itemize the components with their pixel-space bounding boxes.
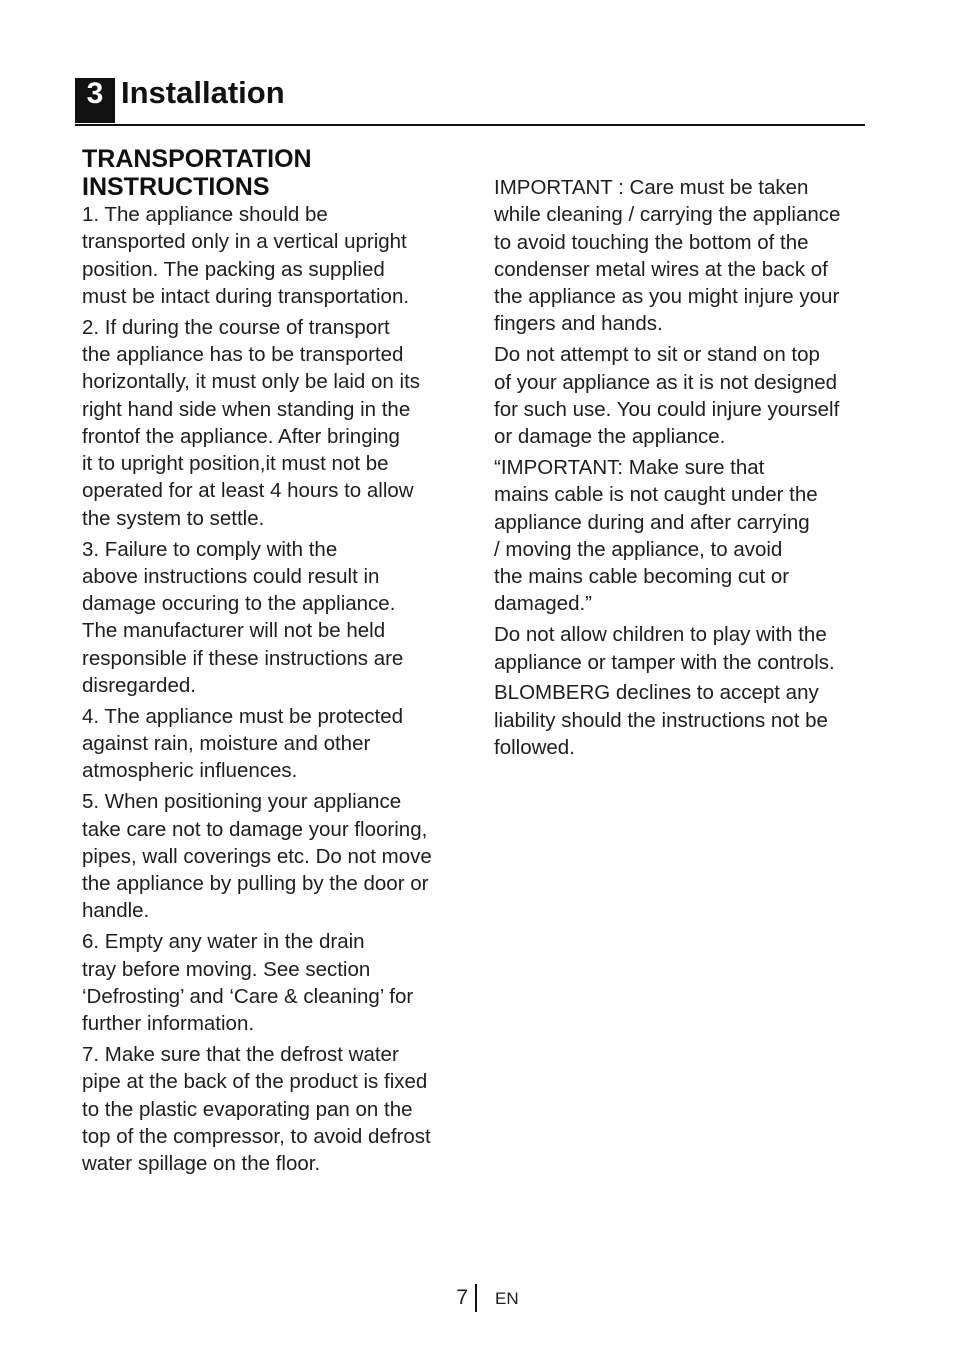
right-column — [494, 174, 886, 765]
subsection-heading: TRANSPORTATION INSTRUCTIONS — [82, 145, 312, 201]
footer-divider — [475, 1284, 477, 1312]
page-number: 7 — [456, 1286, 468, 1309]
warning-paragraph: Do not attempt to sit or stand on top of your appliance as it is not designed for such use. You could injure yourself or damage the appliance. — [494, 343, 840, 449]
instruction-paragraph: 3. Failure to comply with the above instructions could result in damage occuring to the appliance. The manufacturer will not be held responsible if these instructions are disregarded. — [82, 537, 404, 698]
left-column — [82, 145, 474, 1181]
instruction-paragraph: 4. The appliance must be protected against rain, moisture and other atmospheric influences. — [82, 704, 403, 783]
warning-paragraph: IMPORTANT : Care must be taken while cleaning / carrying the appliance to avoid touching the bottom of the condenser metal wires at the back of the appliance as you might injure your fingers and hands. — [494, 176, 841, 336]
section-number-badge: 3 — [75, 78, 115, 123]
disclaimer-paragraph: BLOMBERG declines to accept any liability should the instructions not be followed. — [494, 681, 828, 759]
instruction-paragraph: 2. If during the course of transport the appliance has to be transported horizontally, it must only be laid on its right hand side when standing in the frontof the appliance. After bringing it to upright position,it must not be operated for at least 4 hours to allow the system to settle. — [82, 315, 421, 530]
instruction-paragraph: 5. When positioning your appliance take care not to damage your flooring, pipes, wall coverings etc. Do not move the appliance by pulling by the door or handle. — [82, 790, 432, 923]
page-footer — [0, 1284, 954, 1314]
section-title: Installation — [121, 75, 285, 110]
warning-paragraph: Do not allow children to play with the appliance or tamper with the controls. — [494, 623, 835, 674]
section-header — [75, 75, 865, 126]
warning-paragraph: “IMPORTANT: Make sure that mains cable is not caught under the appliance during and after carrying / moving the appliance, to avoid the mains cable becoming cut or damaged.” — [494, 455, 818, 616]
instruction-paragraph: 1. The appliance should be transported only in a vertical upright position. The packing as supplied must be intact during transportation. — [82, 203, 410, 308]
language-code: EN — [495, 1289, 519, 1308]
instruction-paragraph: 6. Empty any water in the drain tray before moving. See section ‘Defrosting’ and ‘Care & cleaning’ for further information. — [82, 930, 414, 1036]
instruction-paragraph: 7. Make sure that the defrost water pipe at the back of the product is fixed to the plastic evaporating pan on the top of the compressor, to avoid defrost water spillage on the floor. — [82, 1042, 431, 1176]
